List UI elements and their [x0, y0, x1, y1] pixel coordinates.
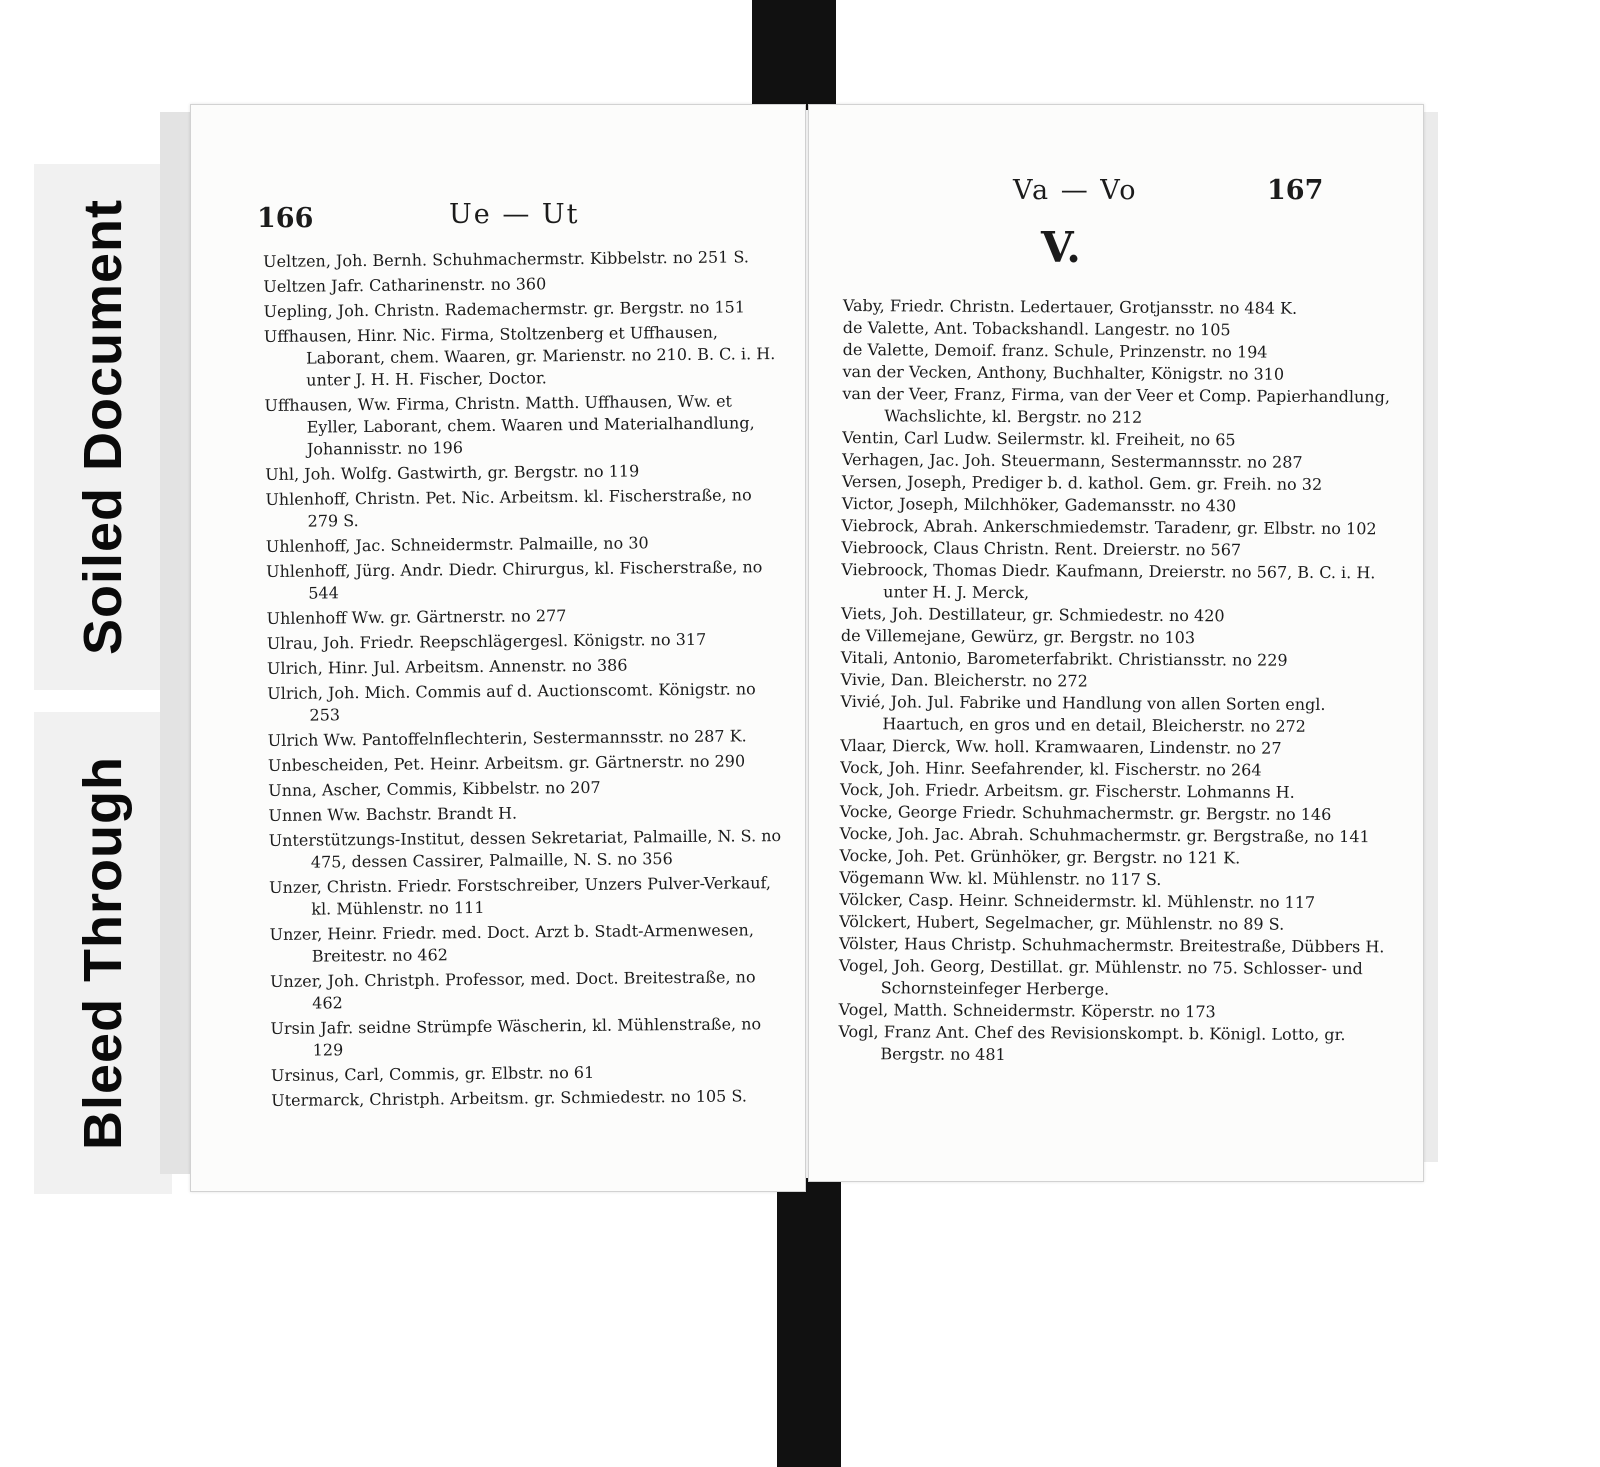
directory-entry: Ursinus, Carl, Commis, gr. Elbstr. no 61 [270, 1062, 595, 1085]
directory-entry: Ventin, Carl Ludw. Seilermstr. kl. Freiheit, no 65 [842, 427, 1236, 450]
directory-entry: Ulrich, Joh. Mich. Commis auf d. Auctionscomt. Königstr. no 253 [267, 679, 756, 725]
directory-entry: Ulrau, Joh. Friedr. Reepschlägergesl. Königstr. no 317 [266, 629, 707, 653]
left-page-edge [160, 112, 194, 1174]
directory-entry: Vock, Joh. Hinr. Seefahrender, kl. Fischerstr. no 264 [840, 757, 1262, 780]
directory-entry: Ueltzen Jafr. Catharinenstr. no 360 [263, 274, 547, 296]
directory-entry: Ulrich, Hinr. Jul. Arbeitsm. Annenstr. no 386 [266, 655, 628, 678]
directory-entry: Unzer, Heinr. Friedr. med. Doct. Arzt b. Stadt-Armenwesen, Breitestr. no 462 [269, 920, 754, 966]
directory-entry: Uhlenhoff Ww. gr. Gärtnerstr. no 277 [266, 606, 567, 628]
left-entry-list [263, 246, 791, 1115]
directory-entry: Völcker, Casp. Heinr. Schneidermstr. kl. Mühlenstr. no 117 [839, 889, 1316, 912]
left-page [190, 104, 806, 1192]
directory-entry: Uepling, Joh. Christn. Rademachermstr. gr. Bergstr. no 151 [263, 297, 746, 321]
directory-entry: Vock, Joh. Friedr. Arbeitsm. gr. Fischerstr. Lohmanns H. [839, 779, 1295, 802]
directory-entry: Uhlenhoff, Christn. Pet. Nic. Arbeitsm. kl. Fischerstraße, no 279 S. [265, 485, 752, 531]
directory-entry: Uffhausen, Ww. Firma, Christn. Matth. Uffhausen, Ww. et Eyller, Laborant, chem. Waaren und Materialhandlung, Johannisstr. no 196 [264, 391, 755, 459]
directory-entry: Viebroock, Claus Christn. Rent. Dreierstr. no 567 [841, 537, 1242, 560]
directory-entry: Vocke, Joh. Jac. Abrah. Schuhmachermstr. gr. Bergstraße, no 141 [839, 823, 1370, 847]
directory-entry: Vocke, George Friedr. Schuhmachermstr. gr. Bergstr. no 146 [839, 801, 1332, 824]
directory-entry: Vitali, Antonio, Barometerfabrikt. Christiansstr. no 229 [840, 647, 1288, 670]
directory-entry: Uhl, Joh. Wolfg. Gastwirth, gr. Bergstr. no 119 [265, 461, 640, 484]
directory-entry: Uhlenhoff, Jürg. Andr. Diedr. Chirurgus, kl. Fischerstraße, no 544 [265, 557, 763, 603]
directory-entry: Vögemann Ww. kl. Mühlenstr. no 117 S. [839, 867, 1162, 889]
directory-entry: van der Vecken, Anthony, Buchhalter, Königstr. no 310 [842, 361, 1285, 384]
directory-entry: Vogl, Franz Ant. Chef des Revisionskompt. b. Königl. Lotto, gr. Bergstr. no 481 [838, 1021, 1346, 1065]
directory-entry: Viebroock, Thomas Diedr. Kaufmann, Dreierstr. no 567, B. C. i. H. unter H. J. Merck, [841, 559, 1376, 603]
directory-entry: Unna, Ascher, Commis, Kibbelstr. no 207 [268, 777, 601, 800]
soiled-document-label [34, 164, 172, 690]
binding-strip-top [752, 0, 836, 110]
section-letter-heading: V. [1041, 223, 1081, 272]
directory-entry: Vocke, Joh. Pet. Grünhöker, gr. Bergstr. no 121 K. [839, 845, 1241, 868]
bleed-through-label [34, 712, 172, 1194]
directory-entry: Vogel, Matth. Schneidermstr. Köperstr. no 173 [838, 999, 1216, 1022]
binding-strip-bottom [777, 1178, 841, 1467]
directory-entry: Victor, Joseph, Milchhöker, Gademansstr. no 430 [841, 493, 1237, 516]
directory-entry: Verhagen, Jac. Joh. Steuermann, Sestermannsstr. no 287 [841, 449, 1303, 472]
directory-entry: van der Veer, Franz, Firma, van der Veer et Comp. Papierhandlung, Wachslichte, kl. Bergstr. no 212 [842, 383, 1391, 427]
directory-entry: Viebrock, Abrah. Ankerschmiedemstr. Taradenr, gr. Elbstr. no 102 [841, 515, 1377, 539]
directory-entry: Versen, Joseph, Prediger b. d. kathol. Gem. gr. Freih. no 32 [841, 471, 1323, 494]
directory-entry: Völster, Haus Christp. Schuhmachermstr. Breitestraße, Dübbers H. [838, 933, 1385, 957]
left-running-head: Ue — Ut [449, 199, 580, 230]
directory-entry: Vivié, Joh. Jul. Fabrike und Handlung von allen Sorten engl. Haartuch, en gros und en detail, Bleicherstr. no 272 [840, 691, 1326, 736]
right-page [808, 104, 1424, 1182]
directory-entry: Uffhausen, Hinr. Nic. Firma, Stoltzenberg et Uffhausen, Laborant, chem. Waaren, gr. Marienstr. no 210. B. C. i. H. unter J. H. H. Fischer, Doctor. [263, 322, 776, 390]
directory-entry: Ulrich Ww. Pantoffelnflechterin, Sestermannsstr. no 287 K. [267, 726, 747, 750]
bleed-through-label-text: Bleed Through [73, 756, 134, 1150]
left-page-number: 166 [257, 203, 314, 234]
directory-entry: Unnen Ww. Bachstr. Brandt H. [268, 803, 518, 825]
right-page-number: 167 [1267, 175, 1324, 206]
directory-entry: de Villemejane, Gewürz, gr. Bergstr. no 103 [840, 625, 1196, 648]
directory-entry: Ursin Jafr. seidne Strümpfe Wäscherin, kl. Mühlenstraße, no 129 [270, 1014, 762, 1060]
directory-entry: de Valette, Ant. Tobackshandl. Langestr. no 105 [842, 317, 1231, 340]
directory-entry: Völckert, Hubert, Segelmacher, gr. Mühlenstr. no 89 S. [839, 911, 1285, 934]
directory-entry: Uhlenhoff, Jac. Schneidermstr. Palmaille, no 30 [265, 533, 649, 556]
directory-entry: Unzer, Joh. Christph. Professor, med. Doct. Breitestraße, no 462 [269, 967, 756, 1013]
directory-entry: Vivie, Dan. Bleicherstr. no 272 [840, 669, 1088, 691]
directory-entry: de Valette, Demoif. franz. Schule, Prinzenstr. no 194 [842, 339, 1268, 362]
directory-entry: Utermarck, Christph. Arbeitsm. gr. Schmiedestr. no 105 S. [271, 1086, 747, 1110]
soiled-document-label-text: Soiled Document [73, 198, 134, 656]
directory-entry: Unterstützungs-Institut, dessen Sekretariat, Palmaille, N. S. no 475, dessen Cassirer, Palmaille, N. S. no 356 [268, 826, 782, 872]
directory-entry: Unzer, Christn. Friedr. Forstschreiber, Unzers Pulver-Verkauf, kl. Mühlenstr. no 111 [269, 873, 772, 919]
directory-entry: Ueltzen, Joh. Bernh. Schuhmachermstr. Kibbelstr. no 251 S. [263, 247, 749, 271]
directory-entry: Viets, Joh. Destillateur, gr. Schmiedestr. no 420 [840, 603, 1225, 626]
right-entry-list [838, 295, 1403, 1068]
directory-entry: Vaby, Friedr. Christn. Ledertauer, Grotjansstr. no 484 K. [842, 296, 1298, 318]
directory-entry: Vogel, Joh. Georg, Destillat. gr. Mühlenstr. no 75. Schlosser- und Schornsteinfeger Herberge. [838, 955, 1363, 999]
directory-entry: Unbescheiden, Pet. Heinr. Arbeitsm. gr. Gärtnerstr. no 290 [267, 751, 746, 775]
right-running-head: Va — Vo [1013, 175, 1138, 206]
directory-entry: Vlaar, Dierck, Ww. holl. Kramwaaren, Lindenstr. no 27 [840, 735, 1282, 758]
